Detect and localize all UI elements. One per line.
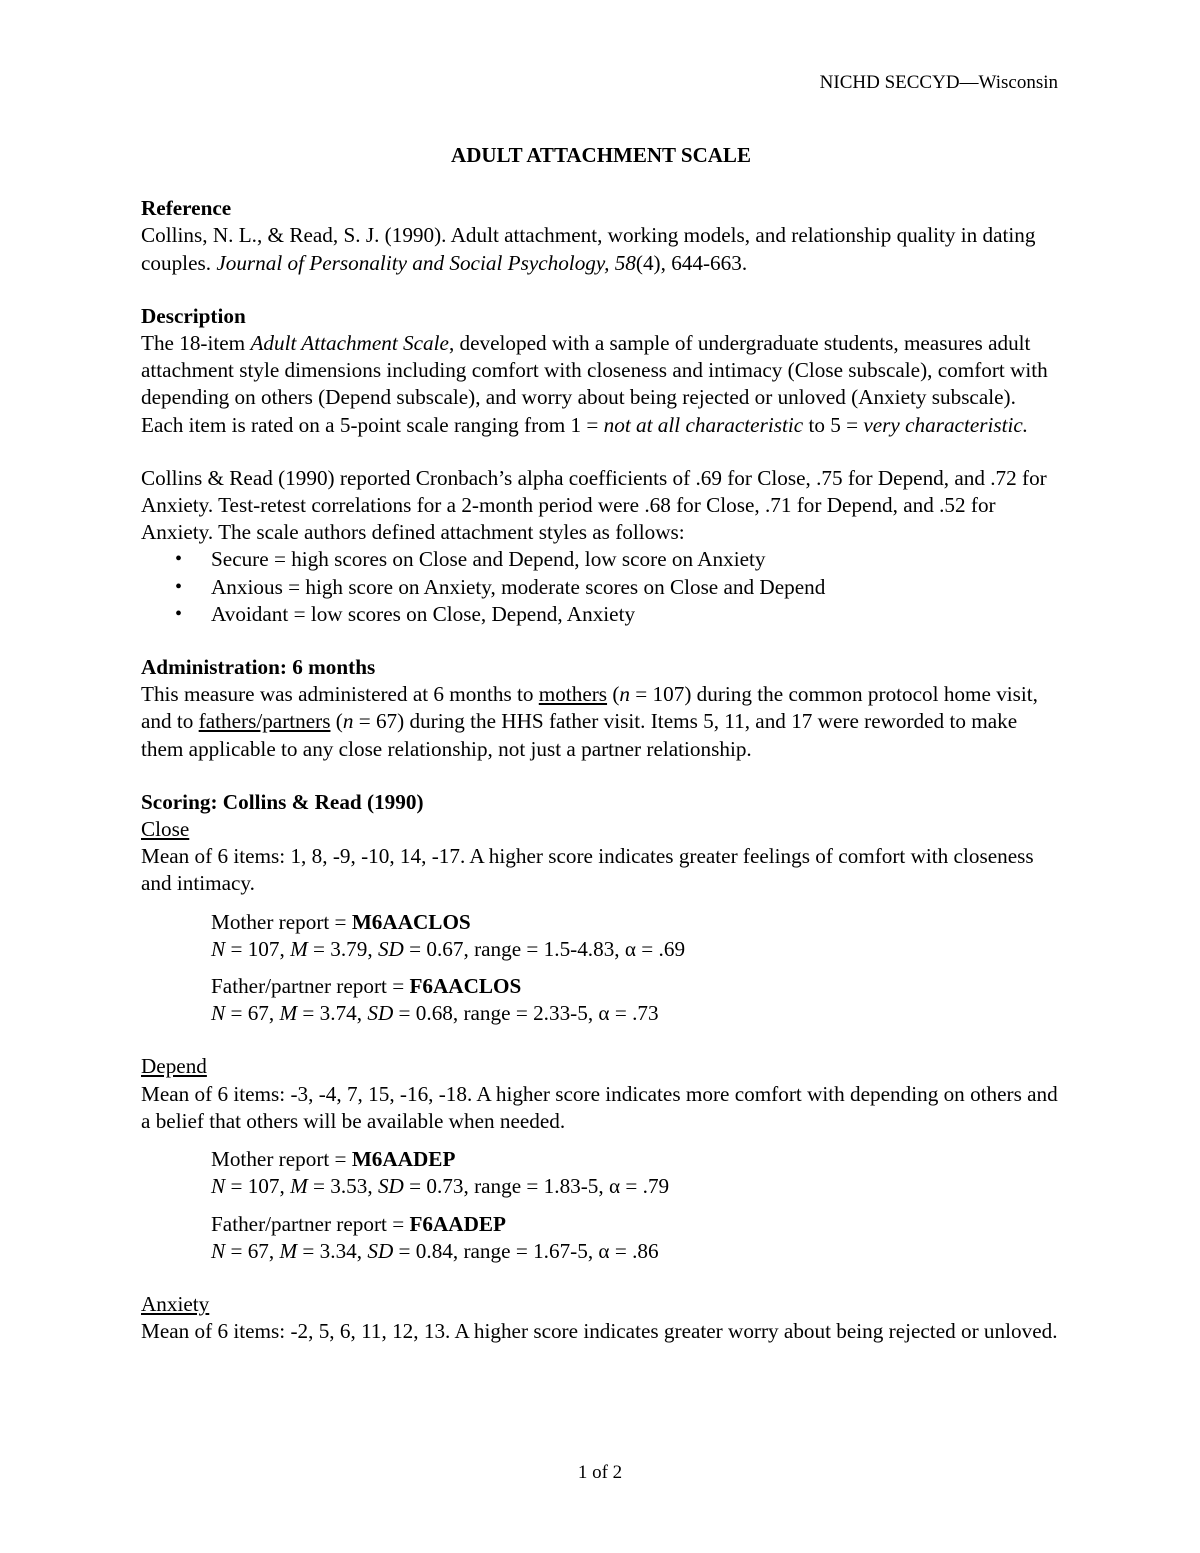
stat-label: α [624, 936, 636, 961]
stat-value: 0.67 [426, 936, 464, 961]
stat-label: range [463, 1001, 511, 1026]
report-label: Father/partner report = [211, 1211, 410, 1236]
citation-pages: (4), 644-663. [635, 250, 748, 275]
stats-line: N = 107, M = 3.53, SD = 0.73, range = 1.83-5, α = .79 [211, 1174, 670, 1199]
scale-low-anchor: not at all characteristic [603, 412, 804, 437]
stat-value: 1.5-4.83 [543, 936, 615, 961]
variable-name: F6AACLOS [409, 974, 522, 999]
administration-fragment: = 67) during the HHS father visit. Items 5, 11, and 17 were reworded to make them applicable to any close relationship, not just a partner relationship. [141, 709, 1018, 761]
close-label: Close [141, 817, 190, 842]
reference-citation [141, 222, 1061, 276]
variable-name: F6AADEP [409, 1211, 506, 1236]
stats-line: N = 107, M = 3.79, SD = 0.67, range = 1.5-4.83, α = .69 [211, 936, 686, 961]
stat-label: α [609, 1174, 621, 1199]
stat-value: .73 [632, 1001, 659, 1026]
description-text: The 18-item [141, 331, 251, 356]
document-body [141, 142, 1061, 1371]
list-item [141, 546, 1061, 573]
stat-value: 3.74 [319, 1001, 357, 1026]
citation-text: Collins, N. L., & Read, S. J. (1990). Adult attachment, working models, and relationship quality in dating couples. [141, 223, 1036, 275]
stats-line: N = 67, M = 3.74, SD = 0.68, range = 2.33-5, α = .73 [211, 1001, 659, 1026]
description-paragraph-1 [141, 330, 1061, 439]
stat-value: .86 [632, 1238, 659, 1263]
stat-value: .69 [658, 936, 686, 961]
bullet-icon: • [175, 548, 183, 571]
stat-label: range [463, 1238, 511, 1263]
stat-value: 107 [247, 936, 280, 961]
stat-value: 2.33-5 [533, 1001, 588, 1026]
bullet-icon: • [175, 575, 183, 598]
stat-label: M [290, 936, 308, 961]
list-item [141, 601, 1061, 628]
fathers-term: fathers/partners [198, 709, 331, 734]
stat-value: 3.34 [319, 1238, 357, 1263]
administration-fragment: This measure was administered at 6 months to [141, 682, 539, 707]
report-label: Mother report = [211, 909, 352, 934]
stat-value: 3.53 [330, 1174, 368, 1199]
father-report-depend [211, 1211, 1061, 1265]
stat-value: 107 [247, 1174, 280, 1199]
citation-journal: Journal of Personality and Social Psychology, 58 [216, 250, 636, 275]
administration-fragment: ( [607, 682, 620, 707]
administration-heading: Administration: 6 months [141, 655, 376, 680]
stat-label: SD [367, 1238, 394, 1263]
scale-name: Adult Attachment Scale [250, 331, 449, 356]
reference-section [141, 195, 1061, 277]
close-description: Mean of 6 items: 1, 8, -9, -10, 14, -17. A higher score indicates greater feelings of comfort with closeness and intimacy. [141, 844, 1034, 896]
description-paragraph-2: Collins & Read (1990) reported Cronbach’s alpha coefficients of .69 for Close, .75 for Depend, and .72 for Anxiety. Test-retest correlations for a 2-month period were .68 for Close, .71 for Depend, and .52 for Anxiety. The scale authors defined attachment styles as follows: [141, 465, 1047, 545]
stat-label: SD [377, 936, 404, 961]
stat-value: 1.67-5 [533, 1238, 588, 1263]
variable-name: M6AADEP [351, 1147, 456, 1172]
description-text: , developed with a sample of undergraduate students, measures adult attachment style dimensions including comfort with closeness and intimacy (Close subscale), comfort with depending on others (Depend subscale), and worry about being rejected or unloved (Anxiety subscale). Each item is rated on a 5-point scale ranging from 1 = [141, 331, 1048, 437]
mother-report-close [211, 909, 1061, 963]
stat-label: range [474, 936, 522, 961]
stat-label: N [211, 1174, 226, 1199]
report-label: Mother report = [211, 1147, 352, 1172]
stat-value: 3.79 [330, 936, 368, 961]
stat-value: 1.83-5 [543, 1174, 599, 1199]
anxiety-subscale [141, 1291, 1061, 1345]
page-number: 1 of 2 [577, 1462, 623, 1483]
anxiety-description: Mean of 6 items: -2, 5, 6, 11, 12, 13. A higher score indicates greater worry about being rejected or unloved. [141, 1319, 1058, 1344]
reference-heading: Reference [141, 196, 232, 221]
administration-text [141, 681, 1061, 763]
stat-label: SD [367, 1001, 394, 1026]
stat-label: M [279, 1238, 298, 1263]
list-item-text: Secure = high scores on Close and Depend, low score on Anxiety [211, 547, 766, 572]
stat-value: 0.84 [415, 1238, 453, 1263]
depend-subscale [141, 1053, 1061, 1264]
description-section [141, 303, 1061, 628]
mothers-term: mothers [538, 682, 608, 707]
description-heading: Description [141, 303, 246, 328]
document-title: ADULT ATTACHMENT SCALE [451, 143, 751, 167]
stat-value: 67 [247, 1001, 269, 1026]
stat-value: 67 [247, 1238, 269, 1263]
stats-line: N = 67, M = 3.34, SD = 0.84, range = 1.67-5, α = .86 [211, 1238, 659, 1263]
depend-label: Depend [141, 1054, 207, 1079]
depend-description: Mean of 6 items: -3, -4, 7, 15, -16, -18. A higher score indicates more comfort with depending on others and a belief that others will be available when needed. [141, 1081, 1058, 1133]
list-item [141, 574, 1061, 601]
stat-label: range [474, 1174, 522, 1199]
administration-section [141, 654, 1061, 763]
report-label: Father/partner report = [211, 974, 410, 999]
scoring-heading: Scoring: Collins & Read (1990) [141, 789, 424, 814]
attachment-styles-list [141, 546, 1061, 628]
administration-fragment: = 107) during the common protocol home visit, and to [141, 682, 1038, 734]
scoring-section [141, 789, 1061, 1345]
n-symbol: n [342, 709, 354, 734]
list-item-text: Avoidant = low scores on Close, Depend, Anxiety [211, 601, 636, 626]
stat-label: M [279, 1001, 298, 1026]
stat-value: 0.68 [415, 1001, 453, 1026]
stat-label: α [598, 1001, 610, 1026]
stat-label: N [211, 1238, 226, 1263]
bullet-icon: • [175, 602, 183, 625]
stat-value: .79 [642, 1174, 670, 1199]
stat-label: M [290, 1174, 308, 1199]
father-report-close [211, 973, 1061, 1027]
anxiety-label: Anxiety [141, 1291, 210, 1316]
running-header: NICHD SECCYD—Wisconsin [819, 72, 1058, 93]
mother-report-depend [211, 1146, 1061, 1200]
administration-fragment: ( [330, 709, 343, 734]
close-subscale [141, 816, 1061, 1027]
stat-label: SD [377, 1174, 404, 1199]
scale-high-anchor: very characteristic. [863, 412, 1029, 437]
description-text: to 5 = [803, 412, 864, 437]
n-symbol: n [619, 682, 630, 707]
variable-name: M6AACLOS [351, 909, 471, 934]
stat-label: α [598, 1238, 610, 1263]
stat-label: N [211, 936, 226, 961]
stat-value: 0.73 [426, 1174, 464, 1199]
stat-label: N [211, 1001, 226, 1026]
list-item-text: Anxious = high score on Anxiety, moderate scores on Close and Depend [211, 574, 826, 599]
